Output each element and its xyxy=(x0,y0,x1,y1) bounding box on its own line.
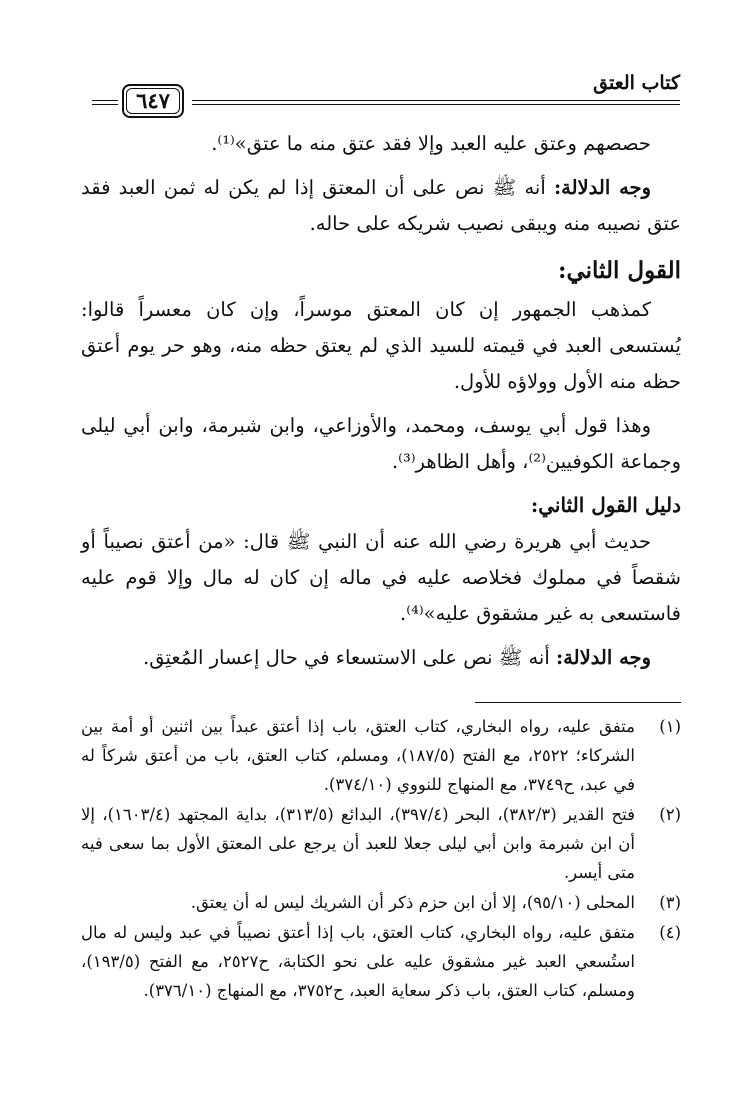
footnote-text: فتح القدير (٣٨٢/٣)، البحر (٣٩٧/٤)، البدائع (٣١٣/٥)، بداية المجتهد (١٦٠٣/٤)، إلا أن ابن شبرمة وابن أبي ليلى جعلا للعبد أن يرجع على المعتق الأول بما سعى فيه متى أيسر. xyxy=(81,805,635,882)
footnote-text: المحلى (٩٥/١٠)، إلا أن ابن حزم ذكر أن الشريك ليس له أن يعتق. xyxy=(190,893,635,912)
page-header xyxy=(92,64,680,118)
footnote-3 xyxy=(81,888,681,917)
footnote-number: (٢) xyxy=(659,805,681,824)
footnote-4 xyxy=(81,918,681,1005)
paragraph-6-text: أنه ﷺ نص على الاستسعاء في حال إعسار المُعتِق. xyxy=(143,646,556,669)
footnote-number: (٤) xyxy=(659,923,681,942)
footnote-number: (١) xyxy=(659,717,681,736)
paragraph-4: وهذا قول أبي يوسف، ومحمد، والأوزاعي، وابن شبرمة، وابن أبي ليلى وجماعة الكوفيين⁽²⁾، وأهل الظاهر⁽³⁾. xyxy=(81,414,681,473)
footnote-number: (٣) xyxy=(659,893,681,912)
footnote-2 xyxy=(81,800,681,887)
footnote-separator xyxy=(475,702,681,703)
paragraph-2 xyxy=(81,170,681,242)
header-rule-right xyxy=(192,100,680,101)
header-rule-right-2 xyxy=(192,104,680,105)
page-number: ٦٤٧ xyxy=(122,84,184,118)
heading-second-opinion: القول الثاني: xyxy=(557,257,681,284)
chapter-title: كتاب العتق xyxy=(593,72,680,94)
footnote-text: متفق عليه، رواه البخاري، كتاب العتق، باب إذا أعتق نصيباً في عبد وليس له مال استُسعي العبد غير مشقوق عليه على نحو الكتابة، ح٢٥٢٧، مع الفتح (١٩٣/٥)، ومسلم، كتاب العتق، باب ذكر سعاية العبد، ح٣٧٥٢، مع المنهاج (٣٧٦/١٠). xyxy=(81,923,635,1000)
footnotes xyxy=(81,712,681,1006)
paragraph-2-text: أنه ﷺ نص على أن المعتق إذا لم يكن له ثمن العبد فقد عتق نصيبه منه ويبقى نصيب شريكه على حاله. xyxy=(81,176,681,235)
paragraph-5: حديث أبي هريرة رضي الله عنه أن النبي ﷺ قال: «من أعتق نصيباً أو شقصاً في مملوك فخلاصه عليه في ماله إن كان له مال وإلا قوم عليه فاستسعى به غير مشقوق عليه»⁽⁴⁾. xyxy=(81,530,681,625)
header-rule-left xyxy=(92,100,118,101)
paragraph-1: حصصهم وعتق عليه العبد وإلا فقد عتق منه ما عتق»⁽¹⁾. xyxy=(211,132,651,155)
main-text xyxy=(81,126,681,676)
paragraph-3: كمذهب الجمهور إن كان المعتق موسراً، وإن كان معسراً قالوا: يُستسعى العبد في قيمته للسيد الذي لم يعتق حظه منه، وهو حر يوم أعتق حظه منه الأول وولاؤه للأول. xyxy=(81,298,681,393)
footnote-text: متفق عليه، رواه البخاري، كتاب العتق، باب إذا أعتق عبداً بين اثنين أو أمة بين الشركاء؛ ٢٥٢٢، مع الفتح (١٨٧/٥)، ومسلم، كتاب العتق، باب من أعتق شركاً له في عبد، ح٣٧٤٩، مع المنهاج للنووي (٣٧٤/١٠). xyxy=(81,717,635,794)
heading-evidence: دليل القول الثاني: xyxy=(530,493,681,517)
paragraph-6-label: وجه الدلالة: xyxy=(555,646,651,669)
footnote-1 xyxy=(81,712,681,799)
header-rule-left-2 xyxy=(92,104,118,105)
paragraph-2-label: وجه الدلالة: xyxy=(553,176,651,199)
paragraph-6 xyxy=(81,640,681,676)
